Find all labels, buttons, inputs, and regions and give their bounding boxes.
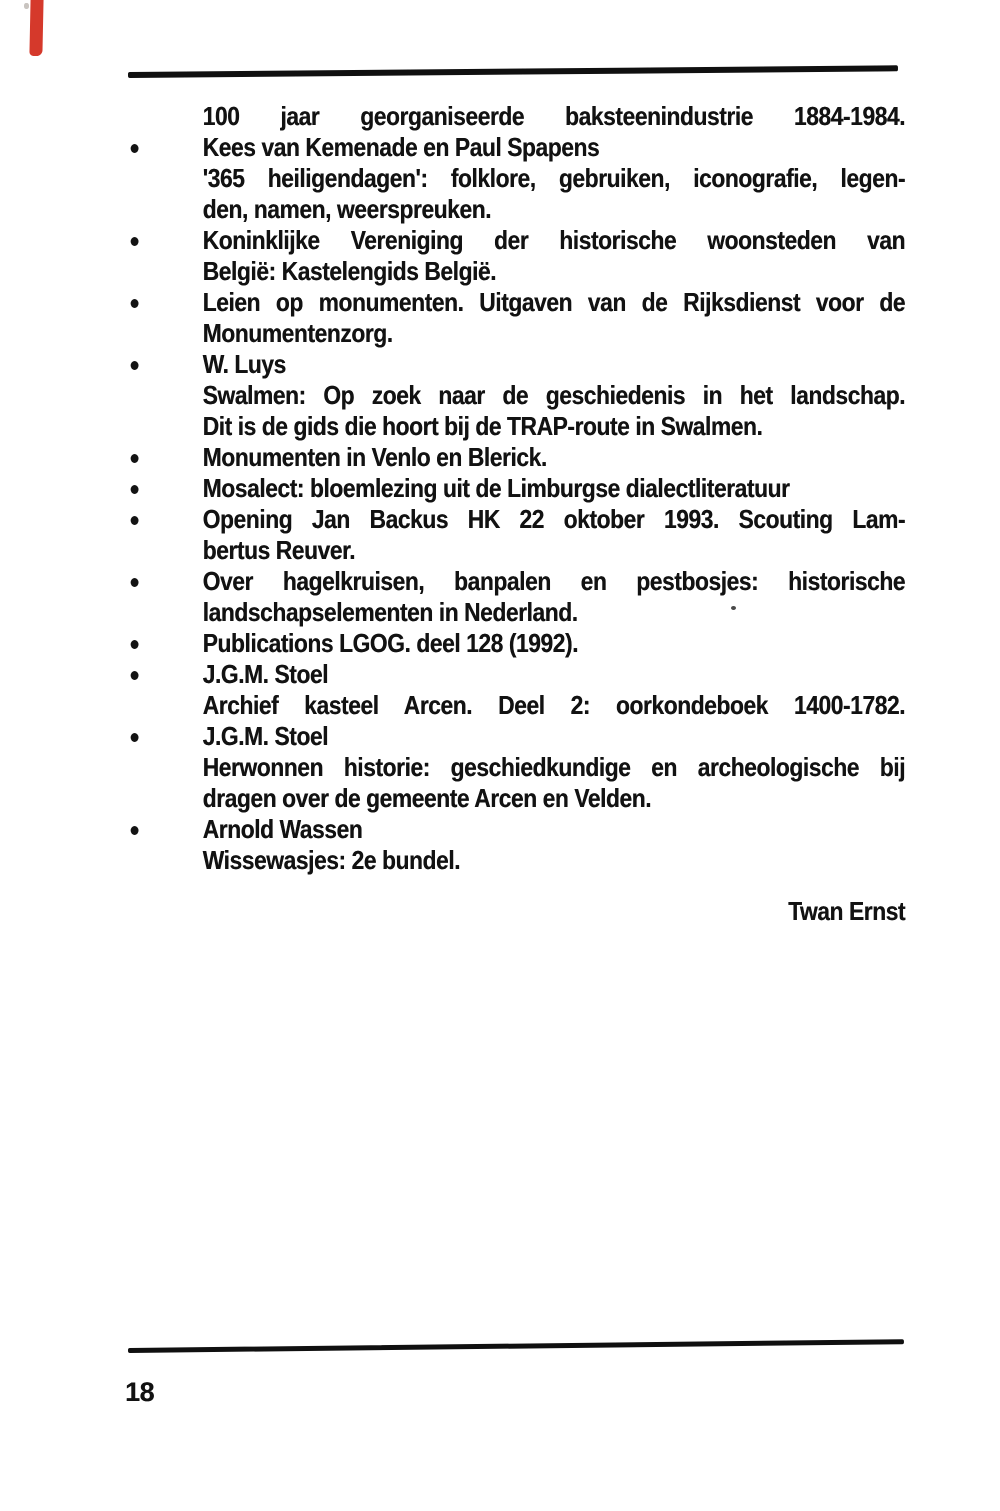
- list-line-text: Monumenten in Venlo en Blerick.: [202, 442, 547, 472]
- list-line: [128, 101, 905, 132]
- bottom-divider: [128, 1339, 904, 1353]
- list-line: [128, 411, 905, 442]
- list-line: [128, 349, 905, 380]
- list-line-text: Swalmen: Op zoek naar de geschiedenis in het landschap.: [202, 380, 906, 410]
- list-line-text: Opening Jan Backus HK 22 oktober 1993. Scouting Lam-: [202, 504, 906, 534]
- list-line: [128, 659, 905, 690]
- list-line-text: Leien op monumenten. Uitgaven van de Rijksdienst voor de: [202, 287, 906, 317]
- page-number: 18: [125, 1377, 155, 1407]
- list-line-text: W. Luys: [202, 349, 286, 379]
- list-line: [128, 318, 905, 349]
- list-line: [128, 504, 905, 535]
- list-line: [128, 690, 905, 721]
- list-line-text: België: Kastelengids België.: [202, 256, 497, 286]
- list-line: [128, 721, 905, 752]
- list-line: [128, 442, 905, 473]
- bullet-icon: [131, 733, 139, 742]
- list-line: [128, 597, 905, 628]
- list-line: [128, 535, 905, 566]
- bullet-icon: [131, 144, 139, 153]
- list-line-text: dragen over de gemeente Arcen en Velden.: [202, 783, 652, 813]
- list-line: [128, 256, 905, 287]
- bullet-icon: [131, 237, 139, 246]
- list-line-text: landschapselementen in Nederland.: [202, 597, 578, 627]
- book-list: [128, 101, 905, 927]
- list-line: [128, 473, 905, 504]
- list-line: [128, 194, 905, 225]
- list-line: [128, 566, 905, 597]
- bullet-icon: [131, 578, 139, 587]
- bullet-icon: [131, 299, 139, 308]
- list-line-text: Dit is de gids die hoort bij de TRAP-route in Swalmen.: [202, 411, 763, 441]
- list-line-text: J.G.M. Stoel: [202, 721, 329, 751]
- bullet-icon: [131, 485, 139, 494]
- signature: [128, 896, 905, 927]
- list-line-text: den, namen, weerspreuken.: [202, 194, 492, 224]
- list-line-text: '365 heiligendagen': folklore, gebruiken, iconografie, legen-: [202, 163, 906, 193]
- list-line-text: Monumentenzorg.: [202, 318, 393, 348]
- list-line-text: bertus Reuver.: [202, 535, 356, 565]
- scan-speck: [24, 3, 29, 9]
- list-line-text: Archief kasteel Arcen. Deel 2: oorkondeboek 1400-1782.: [202, 690, 906, 720]
- list-line: [128, 163, 905, 194]
- list-line: [128, 132, 905, 163]
- list-line: [128, 225, 905, 256]
- red-pen-mark: [29, 0, 43, 56]
- bullet-icon: [131, 516, 139, 525]
- bullet-icon: [131, 361, 139, 370]
- bullet-icon: [131, 640, 139, 649]
- list-line-text: Publications LGOG. deel 128 (1992).: [202, 628, 579, 658]
- list-line: [128, 814, 905, 845]
- list-line-text: Kees van Kemenade en Paul Spapens: [202, 132, 600, 162]
- bullet-icon: [131, 454, 139, 463]
- list-line: [128, 287, 905, 318]
- top-divider: [128, 65, 898, 77]
- list-line-text: Koninklijke Vereniging der historische woonsteden van: [202, 225, 906, 255]
- list-line: [128, 380, 905, 411]
- bullet-icon: [131, 671, 139, 680]
- list-line-text: Arnold Wassen: [202, 814, 363, 844]
- list-line: [128, 845, 905, 876]
- list-line: [128, 783, 905, 814]
- bullet-icon: [131, 826, 139, 835]
- list-line-text: Mosalect: bloemlezing uit de Limburgse dialectliteratuur: [202, 473, 790, 503]
- list-line: [128, 628, 905, 659]
- signature-text: Twan Ernst: [788, 896, 906, 926]
- list-line-text: Herwonnen historie: geschiedkundige en archeologische bij: [202, 752, 906, 782]
- list-line-text: Wissewasjes: 2e bundel.: [202, 845, 461, 875]
- list-line-text: 100 jaar georganiseerde baksteenindustrie 1884-1984.: [202, 101, 906, 131]
- list-line-text: J.G.M. Stoel: [202, 659, 329, 689]
- list-line-text: Over hagelkruisen, banpalen en pestbosjes: historische: [202, 566, 906, 596]
- list-line: [128, 752, 905, 783]
- book-list-lines: [128, 101, 905, 876]
